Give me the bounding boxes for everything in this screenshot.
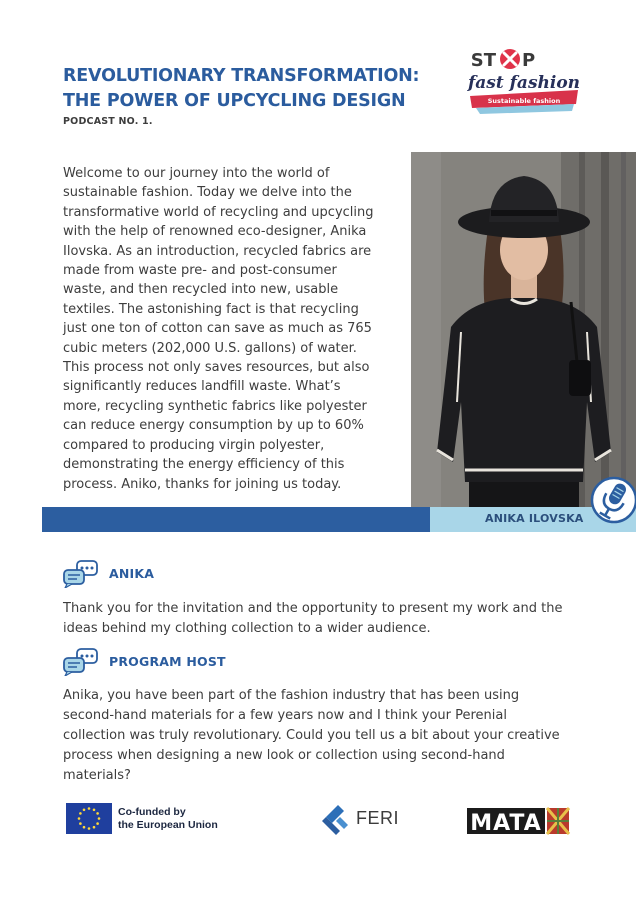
feri-logo-icon (320, 803, 352, 837)
eu-line-1: Co-funded by (118, 806, 186, 818)
guest-portrait-photo (411, 152, 636, 507)
microphone-icon (588, 474, 636, 526)
title-line-2: THE POWER OF UPCYCLING DESIGN (63, 91, 406, 111)
speaker-name-program-host: PROGRAM HOST (109, 654, 226, 669)
dialogue-text-program-host: Anika, you have been part of the fashion industry that has been using second-hand materials for a few years now and I think your Perenial collection was truly revolutionary. Could you tell us a bit about your creative process when designing a new look or collection using second-hand materials? (63, 688, 560, 783)
logo-tagline-text: Sustainable fashion (487, 97, 561, 105)
caption-band-blue (42, 507, 430, 532)
guest-name-caption: ANIKA ILOVSKA (485, 512, 584, 525)
speaker-name-anika: ANIKA (109, 566, 155, 581)
eu-cofunded-text (118, 806, 218, 832)
stop-fast-fashion-logo (466, 44, 582, 118)
intro-paragraph: Welcome to our journey into the world of sustainable fashion. Today we delve into the transformative world of recycling and upcycling with the help of renowned eco-designer, Anika Ilovska. As an introduction, recycled fabrics are made from waste pre- and post-consumer waste, and then recycled into new, usable textiles. The astonishing fact is that recycling just one ton of cotton can save as much as 765 cubic meters (202,000 U.S. gallons) of water. This process not only saves resources, but also significantly reduces landfill waste. What’s more, recycling synthetic fabrics like polyester can reduce energy consumption by up to 60% compared to producing virgin polyester, demonstrating the energy efficiency of this process. Aniko, thanks for joining us today. (63, 166, 374, 492)
logo-p-text: P (522, 50, 536, 71)
speech-bubbles-icon (63, 648, 99, 676)
logo-st-text: ST (470, 50, 496, 71)
mata-logo-text: MATA (470, 811, 542, 836)
logo-fast-fashion-text: fast fashion (467, 73, 581, 93)
eu-line-2: the European Union (118, 819, 218, 831)
page-title (63, 64, 443, 114)
mata-logo (467, 806, 571, 836)
title-line-1: REVOLUTIONARY TRANSFORMATION: (63, 66, 420, 86)
eu-flag-icon (66, 803, 112, 834)
speech-bubbles-icon (63, 560, 99, 588)
feri-logo-text: FERI (356, 808, 400, 828)
dialogue-text-anika: Thank you for the invitation and the opportunity to present my work and the ideas behind my clothing collection to a wider audience. (63, 601, 563, 636)
podcast-number: PODCAST NO. 1. (63, 116, 153, 127)
